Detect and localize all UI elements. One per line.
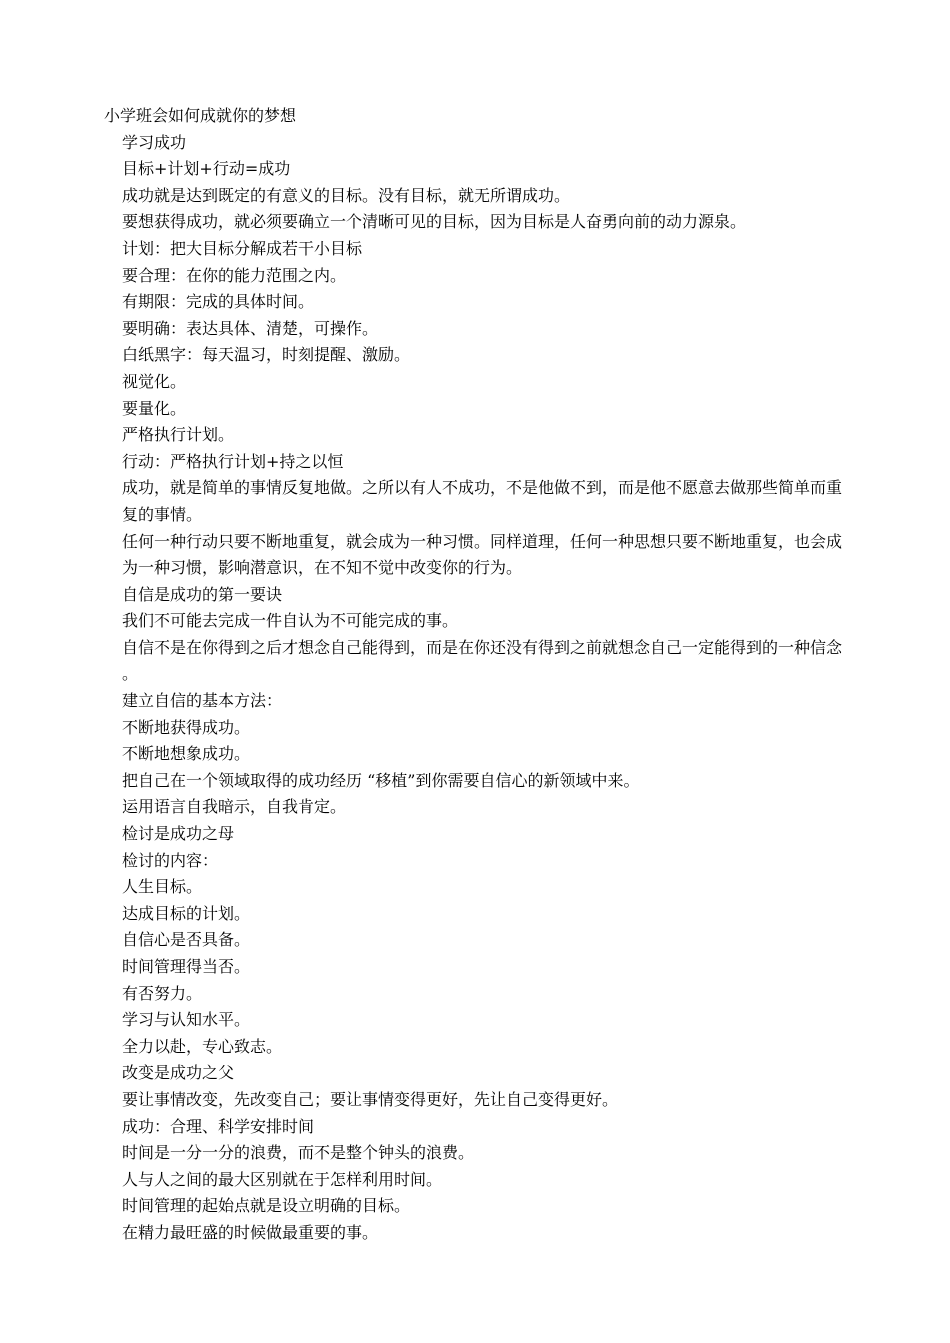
paragraph: 检讨是成功之母 <box>122 824 235 844</box>
paragraph: 不断地想象成功。 <box>122 744 251 764</box>
paragraph: 时间管理的起始点就是设立明确的目标。 <box>122 1196 411 1216</box>
paragraph: 改变是成功之父 <box>122 1063 235 1083</box>
paragraph: 视觉化。 <box>122 371 187 391</box>
paragraph: 时间是一分一分的浪费，而不是整个钟头的浪费。 <box>122 1143 475 1163</box>
paragraph: 要量化。 <box>122 398 187 418</box>
document-body <box>122 130 854 1247</box>
paragraph: 人与人之间的最大区别就在于怎样利用时间。 <box>122 1169 443 1189</box>
paragraph: 有期限：完成的具体时间。 <box>122 292 315 312</box>
paragraph: 严格执行计划。 <box>122 425 235 445</box>
paragraph: 目标+计划+行动=成功 <box>122 159 291 179</box>
paragraph: 运用语言自我暗示，自我肯定。 <box>122 797 347 817</box>
paragraph: 学习成功 <box>122 132 187 152</box>
paragraph: 自信不是在你得到之后才想念自己能得到，而是在你还没有得到之前就想念自己一定能得到的一种信念。 <box>122 637 843 684</box>
paragraph: 成功：合理、科学安排时间 <box>122 1116 315 1136</box>
paragraph: 学习与认知水平。 <box>122 1010 251 1030</box>
paragraph: 行动：严格执行计划+持之以恒 <box>122 451 344 471</box>
paragraph: 要明确：表达具体、清楚，可操作。 <box>122 318 379 338</box>
paragraph: 自信心是否具备。 <box>122 930 251 950</box>
paragraph: 不断地获得成功。 <box>122 717 251 737</box>
paragraph: 计划：把大目标分解成若干小目标 <box>122 238 363 258</box>
paragraph: 把自己在一个领域取得的成功经历 “移植”到你需要自信心的新领域中来。 <box>122 770 640 790</box>
paragraph: 白纸黑字：每天温习，时刻提醒、激励。 <box>122 345 411 365</box>
paragraph: 成功就是达到既定的有意义的目标。没有目标，就无所谓成功。 <box>122 185 571 205</box>
paragraph: 建立自信的基本方法： <box>122 691 283 711</box>
paragraph: 自信是成功的第一要诀 <box>122 584 283 604</box>
paragraph: 人生目标。 <box>122 877 203 897</box>
paragraph: 要想获得成功，就必须要确立一个清晰可见的目标，因为目标是人奋勇向前的动力源泉。 <box>122 212 747 232</box>
document-title: 小学班会如何成就你的梦想 <box>104 106 297 125</box>
paragraph: 时间管理得当否。 <box>122 957 251 976</box>
paragraph: 我们不可能去完成一件自认为不可能完成的事。 <box>122 611 459 631</box>
paragraph: 全力以赴，专心致志。 <box>122 1036 283 1056</box>
paragraph: 成功，就是简单的事情反复地做。之所以有人不成功，不是他做不到，而是他不愿意去做那些简单而重复的事情。 <box>122 478 843 524</box>
paragraph: 要合理：在你的能力范围之内。 <box>122 265 347 285</box>
paragraph: 要让事情改变，先改变自己；要让事情变得更好，先让自己变得更好。 <box>122 1089 619 1109</box>
paragraph: 任何一种行动只要不断地重复，就会成为一种习惯。同样道理，任何一种思想只要不断地重复，也会成为一种习惯，影响潜意识，在不知不觉中改变你的行为。 <box>122 531 843 578</box>
paragraph: 在精力最旺盛的时候做最重要的事。 <box>122 1222 379 1242</box>
paragraph: 有否努力。 <box>122 983 203 1003</box>
paragraph: 检讨的内容： <box>122 850 219 870</box>
paragraph: 达成目标的计划。 <box>122 903 251 923</box>
